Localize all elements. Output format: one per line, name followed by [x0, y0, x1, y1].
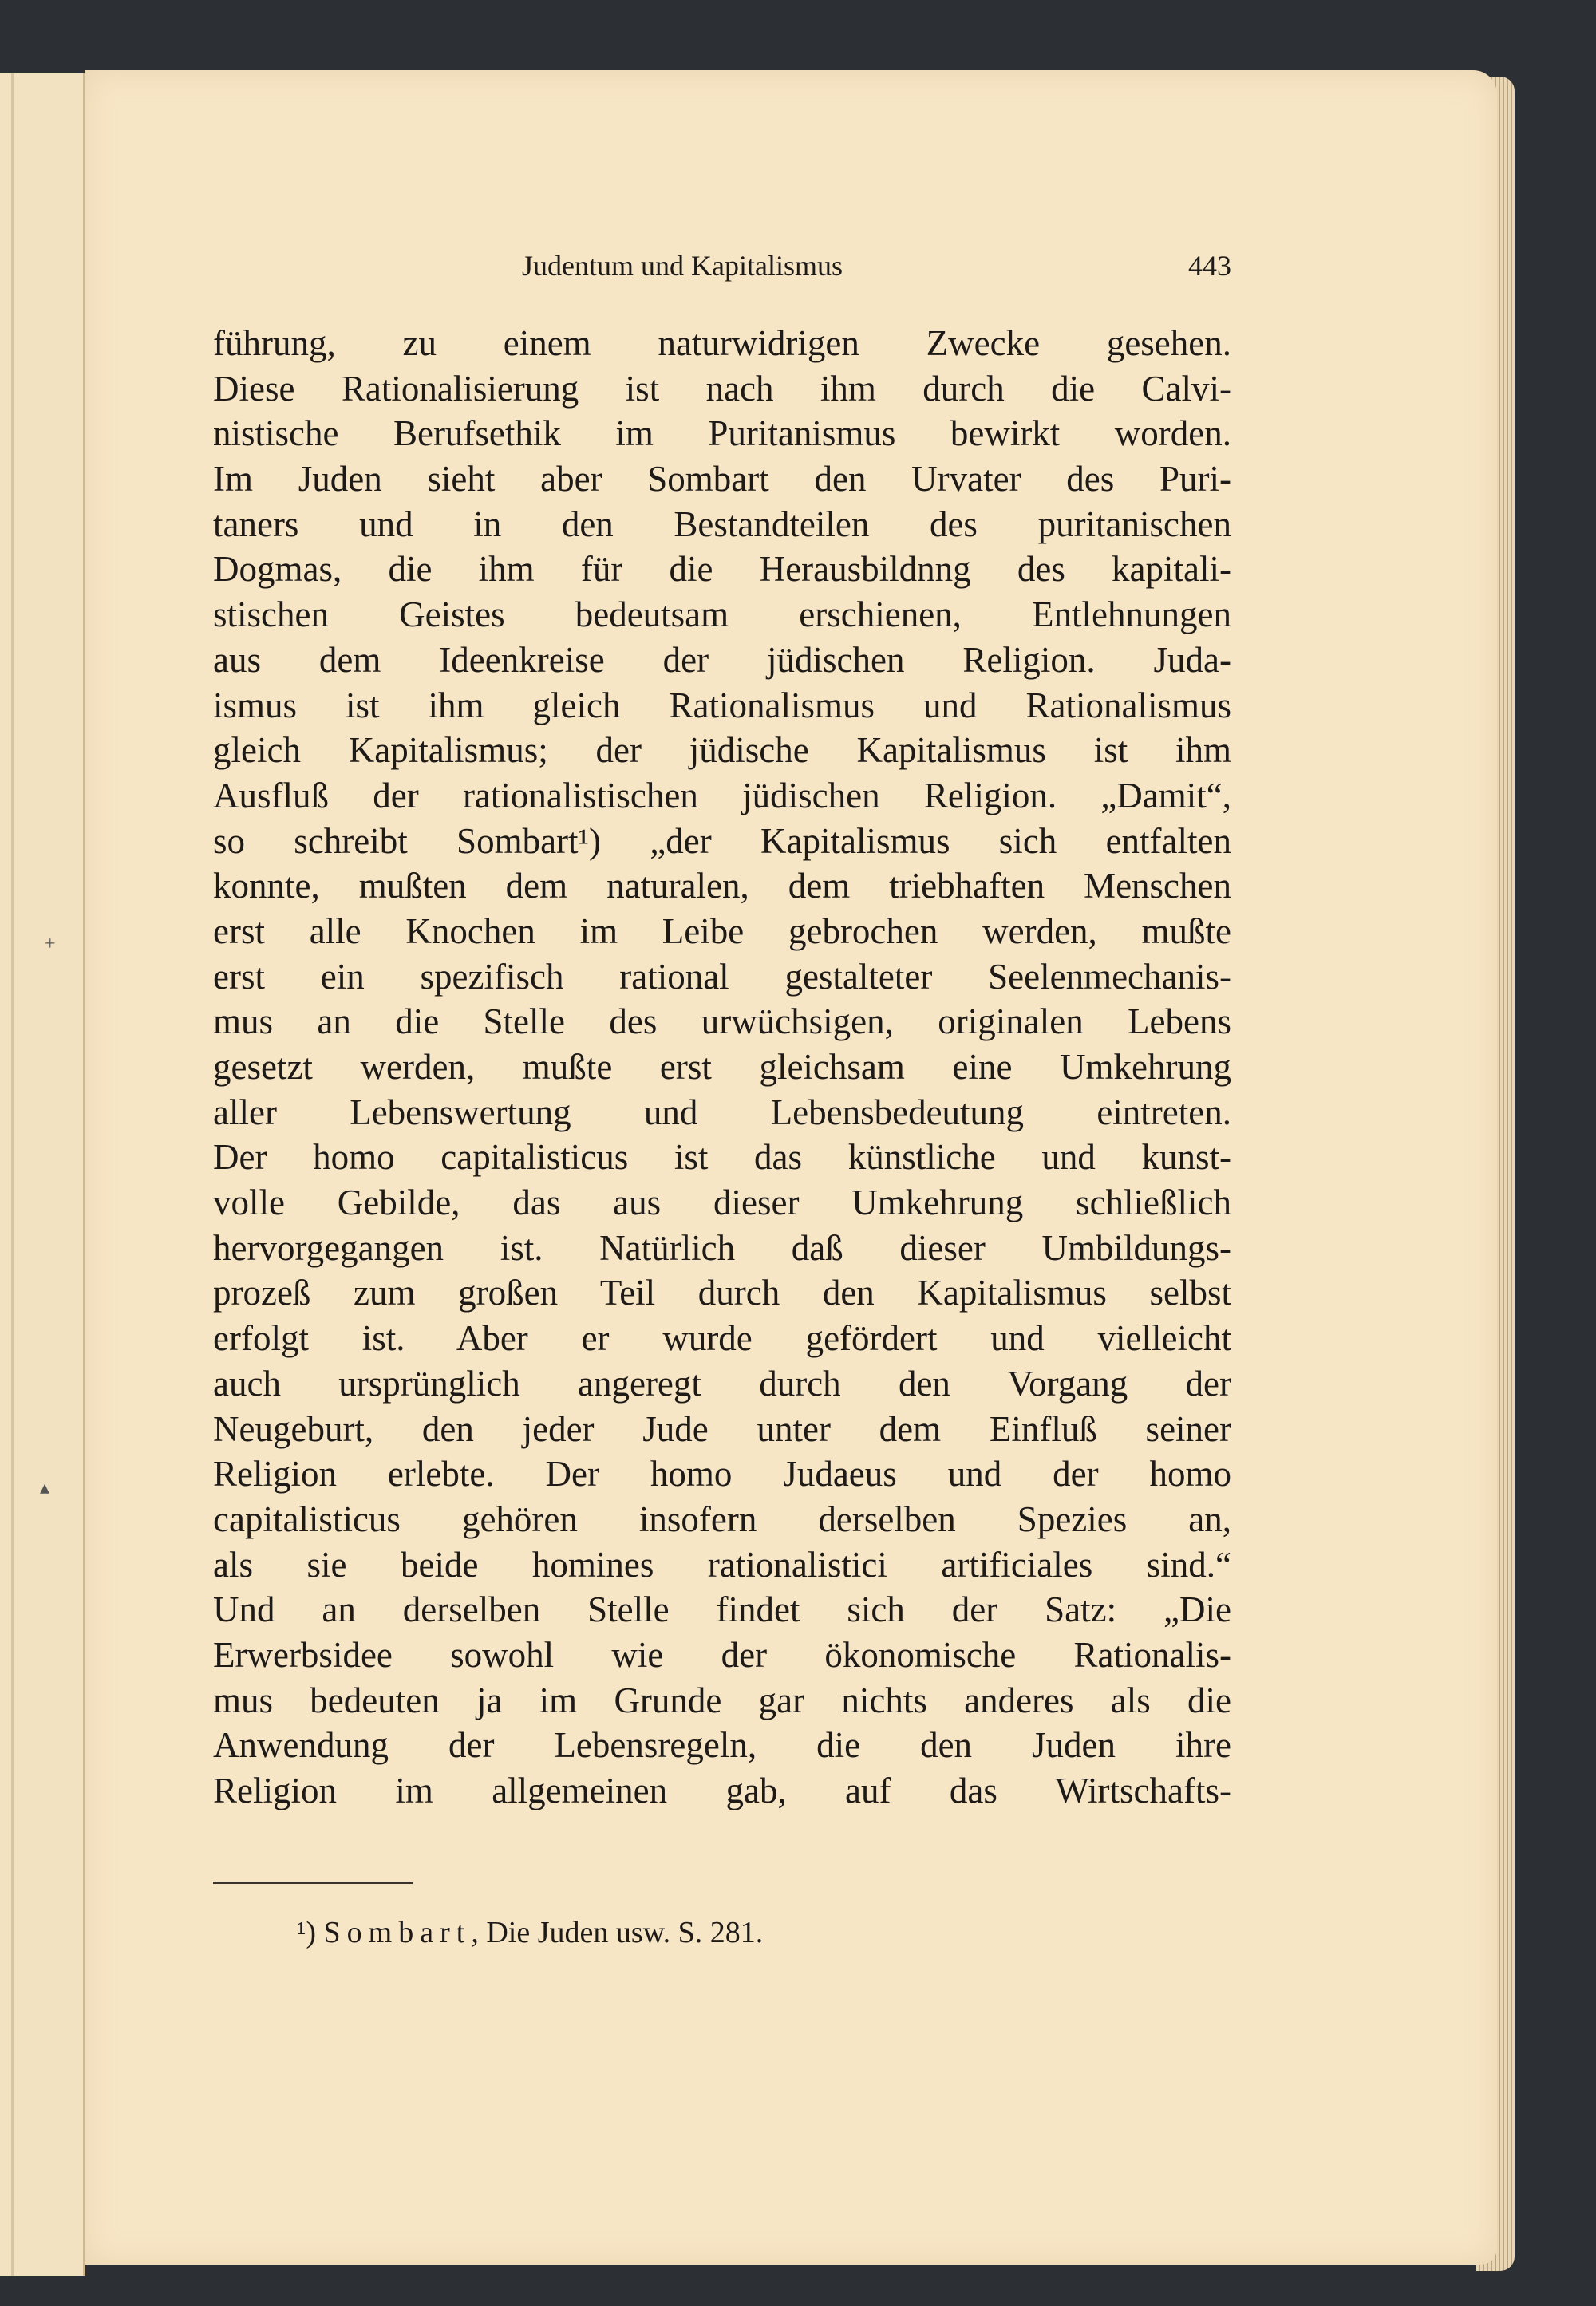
text-line: Und an derselben Stelle findet sich der Satz: „Die — [213, 1589, 1231, 1630]
text-line: ismus ist ihm gleich Rationalismus und Rationalismus — [213, 685, 1231, 725]
text-line: führung, zu einem naturwidrigen Zwecke gesehen. — [213, 323, 1231, 363]
text-line: Religion erlebte. Der homo Judaeus und der homo — [213, 1454, 1231, 1495]
text-line: hervorgegangen ist. Natürlich daß dieser Umbildungs- — [213, 1227, 1231, 1268]
text-line: Im Juden sieht aber Sombart den Urvater des Puri- — [213, 459, 1231, 500]
footnote-rule — [213, 1882, 413, 1884]
text-line: konnte, mußten dem naturalen, dem triebhaften Menschen — [213, 866, 1231, 906]
text-line: mus bedeuten ja im Grunde gar nichts anderes als die — [213, 1680, 1231, 1720]
text-line: als sie beide homines rationalistici artificiales sind.“ — [213, 1544, 1231, 1585]
text-line: auch ursprünglich angeregt durch den Vorgang der — [213, 1363, 1231, 1404]
text-line: capitalisticus gehören insofern derselben Spezies an, — [213, 1499, 1231, 1539]
margin-mark: + — [45, 934, 56, 954]
text-line: erfolgt ist. Aber er wurde gefördert und vielleicht — [213, 1318, 1231, 1359]
text-line: gleich Kapitalismus; der jüdische Kapitalismus ist ihm — [213, 730, 1231, 771]
text-line: aller Lebenswertung und Lebensbedeutung eintreten. — [213, 1092, 1231, 1132]
text-line: Diese Rationalisierung ist nach ihm durch die Calvi- — [213, 368, 1231, 409]
text-line: prozeß zum großen Teil durch den Kapitalismus selbst — [213, 1273, 1231, 1313]
text-line: mus an die Stelle des urwüchsigen, originalen Lebens — [213, 1001, 1231, 1042]
footnote-marker: ¹) — [297, 1916, 317, 1949]
text-line: Ausfluß der rationalistischen jüdischen Religion. „Damit“, — [213, 775, 1231, 815]
body-text — [213, 321, 1231, 1814]
facing-page-edge — [0, 73, 85, 2276]
text-line: volle Gebilde, das aus dieser Umkehrung schließlich — [213, 1183, 1231, 1223]
footnote — [297, 1915, 763, 1950]
text-line: aus dem Ideenkreise der jüdischen Religion. Juda- — [213, 639, 1231, 680]
text-line: erst alle Knochen im Leibe gebrochen werden, mußte — [213, 910, 1231, 951]
footnote-text: , Die Juden usw. S. 281. — [471, 1916, 764, 1949]
text-line: so schreibt Sombart¹) „der Kapitalismus sich entfalten — [213, 820, 1231, 861]
text-line: Anwendung der Lebensregeln, die den Juden ihre — [213, 1725, 1231, 1766]
page-number: 443 — [1188, 250, 1231, 282]
text-line: Neugeburt, den jeder Jude unter dem Einfluß seiner — [213, 1408, 1231, 1449]
text-line: Der homo capitalisticus ist das künstliche und kunst- — [213, 1137, 1231, 1178]
text-line: taners und in den Bestandteilen des puritanischen — [213, 503, 1231, 544]
running-header — [213, 249, 1231, 289]
text-line: erst ein spezifisch rational gestalteter Seelenmechanis- — [213, 956, 1231, 997]
text-line: Religion im allgemeinen gab, auf das Wirtschafts- — [213, 1771, 1231, 1810]
page-fold — [11, 73, 14, 2276]
text-line: Erwerbsidee sowohl wie der ökonomische Rationalis- — [213, 1634, 1231, 1675]
running-title: Judentum und Kapitalismus — [522, 250, 843, 282]
footnote-author: Sombart — [323, 1916, 472, 1949]
text-line: stischen Geistes bedeutsam erschienen, Entlehnungen — [213, 594, 1231, 635]
text-line: gesetzt werden, mußte erst gleichsam eine Umkehrung — [213, 1047, 1231, 1087]
text-line: Dogmas, die ihm für die Herausbildnng des kapitali- — [213, 549, 1231, 590]
margin-mark: ▴ — [40, 1478, 50, 1499]
text-line: nistische Berufsethik im Puritanismus bewirkt worden. — [213, 413, 1231, 454]
